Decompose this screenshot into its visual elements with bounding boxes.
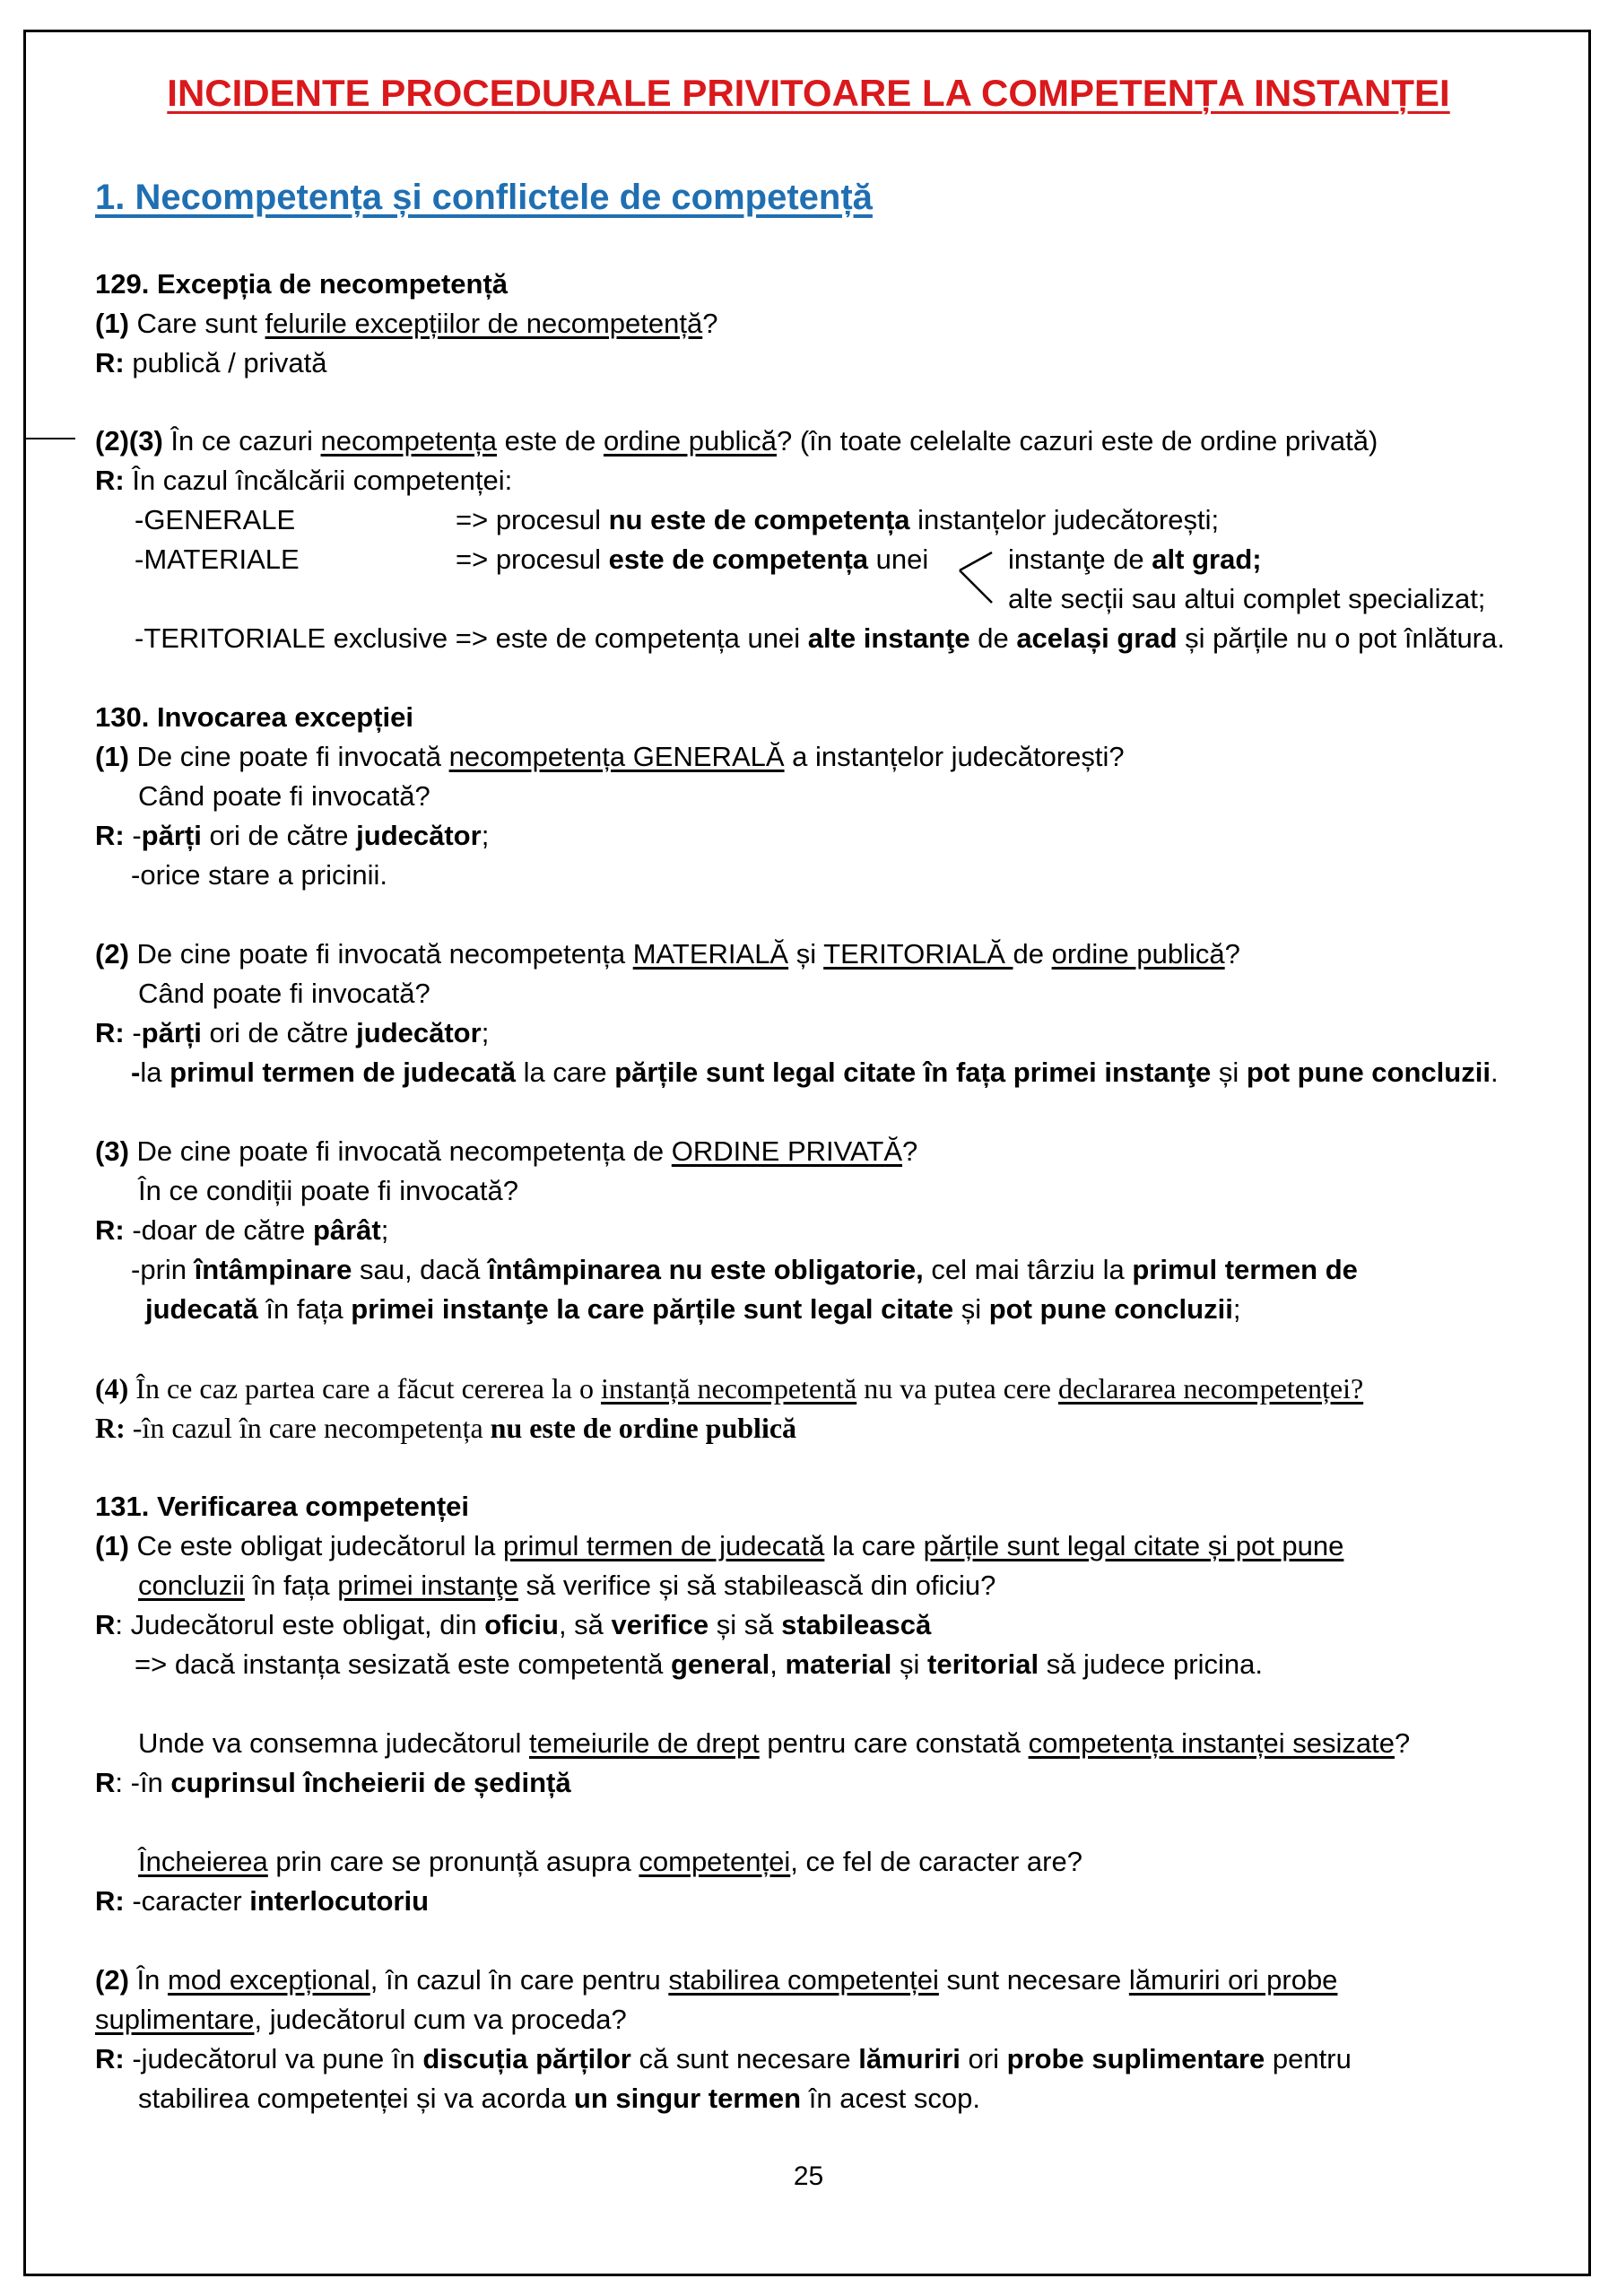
page-number: 25 — [793, 2161, 824, 2191]
page-title: INCIDENTE PROCEDURALE PRIVITOARE LA COMPETENȚA INSTANȚEI — [167, 72, 1450, 114]
a130-q1: (1) De cine poate fi invocată necompetența GENERALĂ a instanțelor judecătorești? — [95, 741, 1125, 772]
a129-materiale-label: -MATERIALE — [135, 544, 300, 575]
a131-r3: R: -caracter interlocutoriu — [95, 1885, 430, 1917]
a129-q3: (2)(3) În ce cazuri necompetența este de ordine publică? (în toate celelalte cazuri este de ordine privată) — [95, 425, 1378, 457]
a130-r3-line3: judecată în fața primei instanţe la care părțile sunt legal citate și pot pune concluzii; — [145, 1293, 1241, 1325]
a131-r4: R: -judecătorul va pune în discuția părților că sunt necesare lămuriri ori probe suplimentare pentru — [95, 2043, 1352, 2074]
a131-r4-line2: stabilirea competenței și va acorda un singur termen în acest scop. — [138, 2083, 981, 2114]
a130-q1-line2: Când poate fi invocată? — [138, 780, 430, 812]
a130-r1: R: -părți ori de către judecător; — [95, 820, 490, 851]
a129-materiale-text: => procesul este de competența unei — [456, 544, 929, 575]
a131-r1-line2: => dacă instanța sesizată este competentă general, material și teritorial să judece pricina. — [135, 1648, 1263, 1680]
a129-q1: (1) Care sunt felurile excepțiilor de necompetență? — [95, 308, 718, 339]
a130-r1-line2: -orice stare a pricinii. — [131, 859, 387, 891]
article-130-heading: 130. Invocarea excepției — [95, 701, 414, 733]
a131-r1: R: Judecătorul este obligat, din oficiu, să verifice și să stabilească — [95, 1609, 932, 1640]
a131-q4-line2: suplimentare, judecătorul cum va proceda? — [95, 2004, 627, 2035]
a130-r3: R: -doar de către pârât; — [95, 1214, 389, 1246]
a130-r2-line2: -la primul termen de judecată la care părțile sunt legal citate în fața primei instanţe și pot pune concluzii. — [131, 1057, 1499, 1088]
a131-q1: (1) Ce este obligat judecătorul la primul termen de judecată la care părțile sunt legal citate și pot pune — [95, 1530, 1344, 1561]
a129-r3: R: În cazul încălcării competenței: — [95, 465, 513, 496]
a130-q2: (2) De cine poate fi invocată necompetența MATERIALĂ și TERITORIALĂ de ordine publică? — [95, 938, 1240, 970]
a129-teritoriale: -TERITORIALE exclusive => este de competența unei alte instanţe de același grad și părțile nu o pot înlătura. — [135, 622, 1505, 654]
a130-r4: R: -în cazul în care necompetența nu este de ordine publică — [95, 1412, 797, 1444]
article-131-heading: 131. Verificarea competenței — [95, 1491, 470, 1522]
a129-r1: R: publică / privată — [95, 347, 327, 378]
a130-r2: R: -părți ori de către judecător; — [95, 1017, 490, 1048]
a130-q2-line2: Când poate fi invocată? — [138, 978, 430, 1009]
margin-mark — [23, 438, 75, 439]
article-129-heading: 129. Excepția de necompetență — [95, 268, 509, 300]
a130-q3-line2: În ce condiții poate fi invocată? — [138, 1175, 518, 1206]
a130-q3: (3) De cine poate fi invocată necompetența de ORDINE PRIVATĂ? — [95, 1135, 918, 1167]
a129-generale-text: => procesul nu este de competența instanțelor judecătorești; — [456, 504, 1220, 535]
branch-bracket-icon — [956, 547, 1003, 608]
a129-materiale-option-1: instanţe de alt grad; — [1008, 544, 1262, 575]
a131-q2: Unde va consemna judecătorul temeiurile de drept pentru care constată competența instanței sesizate? — [138, 1727, 1411, 1759]
a130-q4: (4) În ce caz partea care a făcut cererea la o instanță necompetentă nu va putea cere declararea necompetenței? — [95, 1372, 1364, 1405]
a130-r3-line2: -prin întâmpinare sau, dacă întâmpinarea nu este obligatorie, cel mai târziu la primul termen de — [131, 1254, 1358, 1285]
a131-q3: Încheierea prin care se pronunță asupra competenței, ce fel de caracter are? — [138, 1846, 1082, 1877]
a131-r2: R: -în cuprinsul încheierii de ședință — [95, 1767, 571, 1798]
a129-generale-label: -GENERALE — [135, 504, 296, 535]
a131-q1-line2: concluzii în fața primei instanţe să verifice și să stabilească din oficiu? — [138, 1570, 996, 1601]
a131-q4: (2) În mod excepțional, în cazul în care pentru stabilirea competenței sunt necesare lămuriri ori probe — [95, 1964, 1338, 1996]
a129-materiale-option-2: alte secții sau altui complet specializat; — [1008, 583, 1486, 614]
section-title: 1. Necompetența și conflictele de competență — [95, 178, 873, 217]
